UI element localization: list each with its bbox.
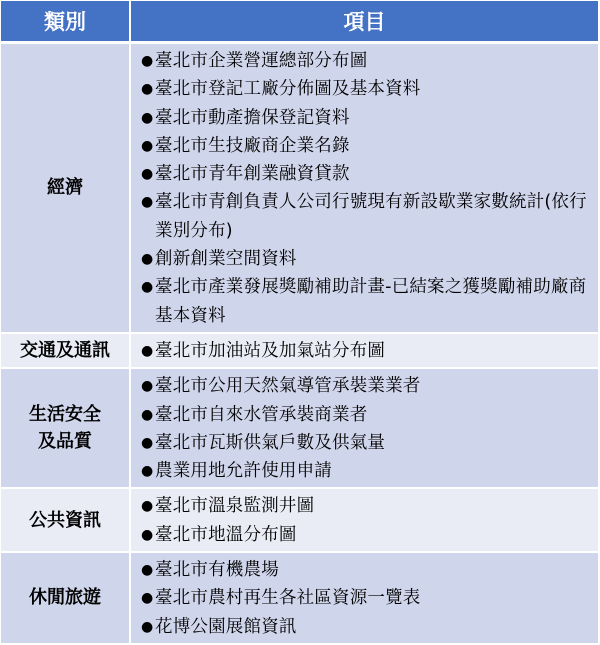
list-item [141, 188, 598, 245]
item-text: 臺北市青年創業融資貸款 [155, 164, 350, 185]
item-text: 臺北市農村再生各社區資源一覽表 [155, 588, 421, 609]
item-text: 臺北市企業營運總部分布圖 [155, 51, 368, 71]
bullet-icon: ● [141, 434, 154, 451]
list-item [141, 457, 598, 485]
items-cell [131, 334, 598, 367]
bullet-icon: ● [141, 109, 154, 126]
table-row [1, 44, 598, 334]
list-item [141, 429, 598, 457]
bullet-icon: ● [141, 562, 154, 579]
list-item [141, 273, 598, 330]
item-text: 花博公園展館資訊 [155, 616, 297, 637]
item-text: 臺北市加油站及加氣站分布圖 [155, 340, 386, 361]
list-item [141, 47, 598, 75]
bullet-icon: ● [141, 406, 154, 423]
list-item [141, 160, 598, 188]
list-item [141, 104, 598, 132]
items-cell [131, 369, 598, 487]
category-label: 休閒旅遊 [29, 587, 101, 609]
bullet-icon: ● [141, 498, 154, 515]
item-text: 臺北市有機農場 [155, 560, 279, 581]
list-item [141, 245, 598, 273]
category-cell [1, 489, 131, 551]
list-item [141, 372, 598, 400]
bullet-icon: ● [141, 618, 154, 635]
bullet-icon: ● [141, 463, 154, 480]
bullet-icon: ● [141, 251, 154, 268]
bullet-icon: ● [141, 526, 154, 543]
list-item [141, 584, 598, 612]
item-text: 臺北市瓦斯供氣戶數及供氣量 [155, 432, 386, 453]
item-text: 臺北市產業發展獎勵補助計畫-已結案之獲獎勵補助廠商基本資料 [155, 277, 587, 326]
category-cell [1, 553, 131, 643]
item-text: 臺北市公用天然氣導管承裝業業者 [155, 376, 421, 397]
list-item [141, 556, 598, 584]
item-text: 臺北市自來水管承裝商業者 [155, 404, 368, 425]
table-row [1, 369, 598, 489]
header-category: 類別 [1, 1, 131, 41]
data-category-table [1, 1, 598, 645]
list-item [141, 521, 598, 549]
category-cell [1, 369, 131, 487]
bullet-icon: ● [141, 137, 154, 154]
list-item [141, 401, 598, 429]
category-label: 經濟 [47, 177, 83, 199]
bullet-icon: ● [141, 53, 154, 69]
list-item [141, 613, 598, 641]
category-label-line-1: 生活安全 [29, 404, 101, 426]
table-row [1, 334, 598, 369]
bullet-icon: ● [141, 279, 154, 296]
category-label: 交通及通訊 [20, 340, 110, 362]
category-cell [1, 334, 131, 367]
items-cell [131, 44, 598, 332]
category-cell [1, 44, 131, 332]
table-row [1, 489, 598, 553]
item-text: 臺北市動產擔保登記資料 [155, 107, 350, 128]
bullet-icon: ● [141, 378, 154, 395]
item-text: 臺北市溫泉監測井圖 [155, 496, 315, 517]
items-cell [131, 489, 598, 551]
list-item [141, 132, 598, 160]
item-text: 臺北市生技廠商企業名錄 [155, 135, 350, 156]
bullet-icon: ● [141, 81, 154, 98]
bullet-icon: ● [141, 342, 154, 359]
bullet-icon: ● [141, 194, 154, 211]
bullet-icon: ● [141, 590, 154, 607]
category-label: 公共資訊 [29, 509, 101, 531]
items-cell [131, 553, 598, 643]
table-row [1, 553, 598, 645]
table-header [1, 1, 598, 44]
item-text: 臺北市青創負責人公司行號現有新設歇業家數統計(依行業別分布) [155, 192, 587, 241]
list-item [141, 337, 598, 365]
list-item [141, 492, 598, 520]
item-text: 創新創業空間資料 [155, 249, 297, 270]
bullet-icon: ● [141, 166, 154, 183]
item-text: 農業用地允許使用申請 [155, 461, 332, 482]
header-items: 項目 [343, 10, 386, 34]
item-text: 臺北市登記工廠分佈圖及基本資料 [155, 79, 421, 100]
item-text: 臺北市地溫分布圖 [155, 524, 297, 545]
category-label-line-2: 及品質 [38, 431, 92, 453]
list-item [141, 75, 598, 103]
